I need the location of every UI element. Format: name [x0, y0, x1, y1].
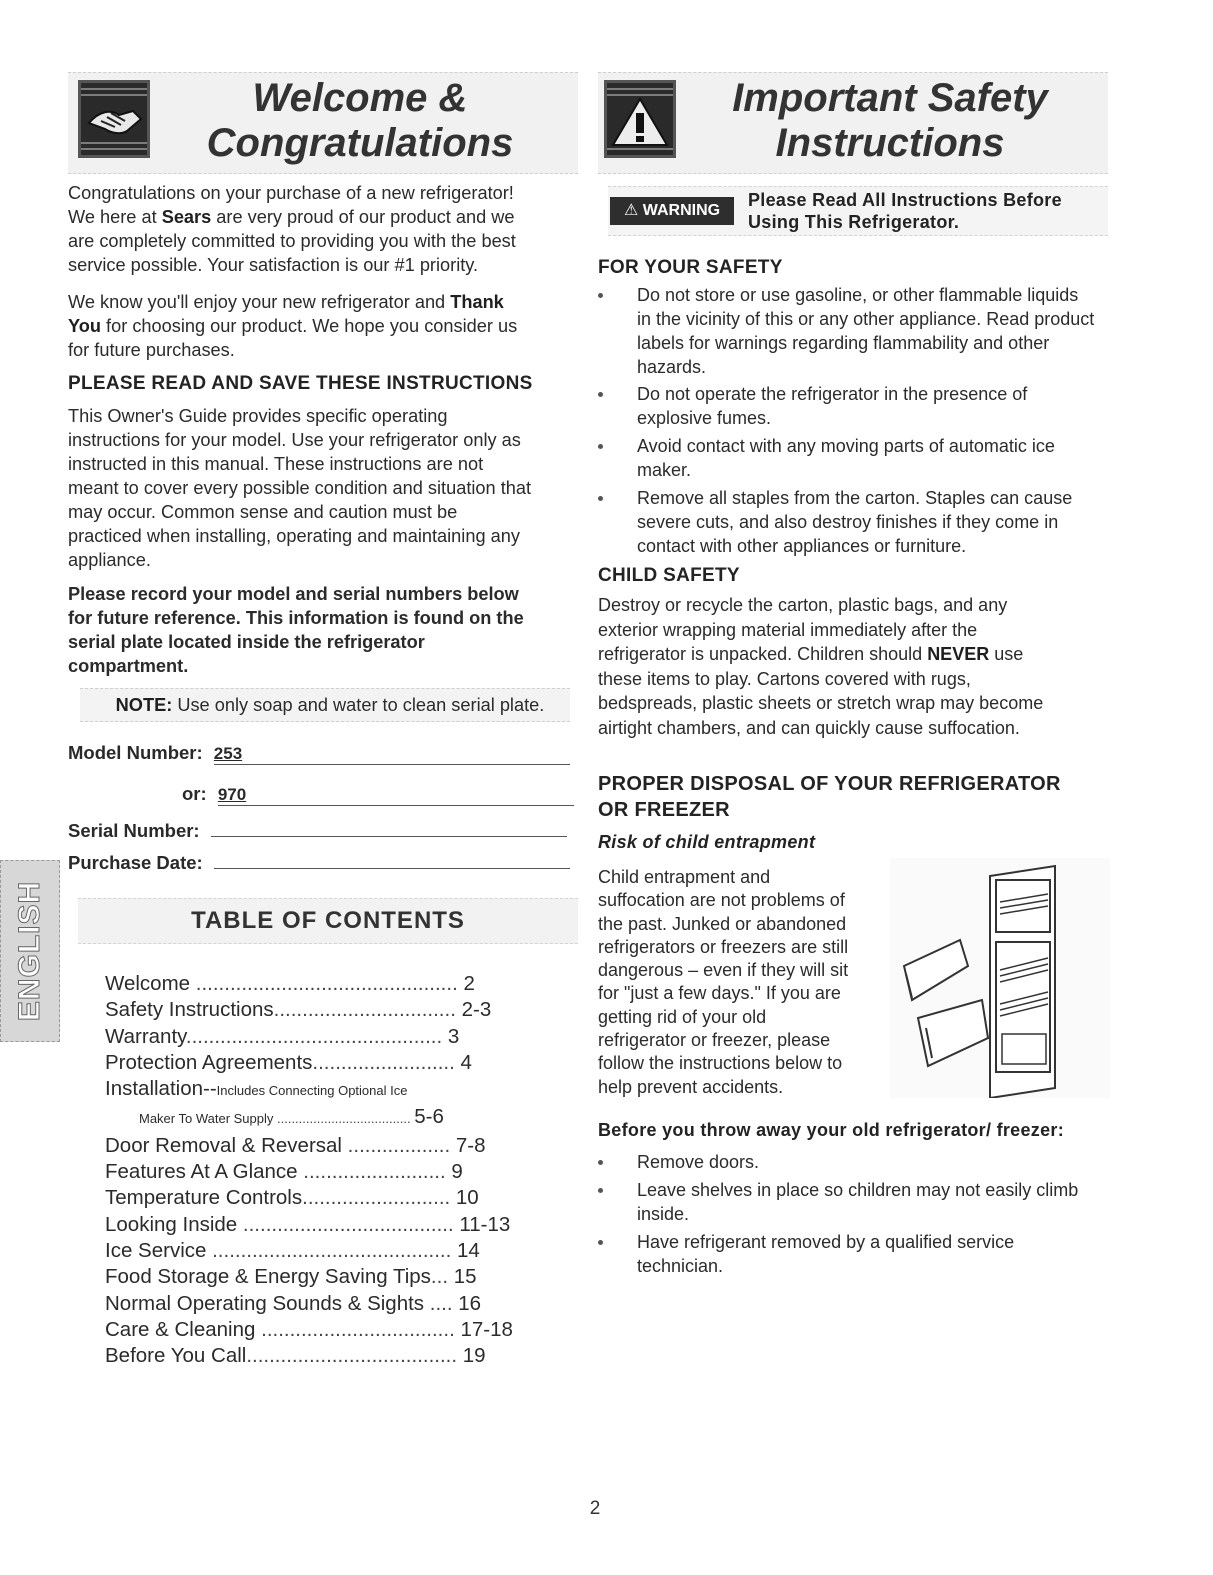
- toc-leader-dots: ................................: [273, 998, 462, 1022]
- model-number-alt-row: [182, 783, 582, 806]
- toc-leader-dots: .........................: [312, 1050, 461, 1074]
- toc-leader-dots: .....................................: [273, 1111, 415, 1127]
- toc-item-label: Before You Call: [105, 1344, 247, 1368]
- serial-plate-note: [90, 693, 570, 717]
- text-line: Do not operate the refrigerator in the presence of: [637, 384, 1028, 404]
- toc-leader-dots: ..............................................: [190, 972, 464, 995]
- child-safety-paragraph: [598, 593, 1113, 740]
- toc-row: [105, 997, 575, 1023]
- toc-row: [105, 1291, 575, 1317]
- refrigerator-doors-removed-illustration: [890, 858, 1110, 1098]
- toc-item-label: Welcome: [105, 972, 191, 995]
- page-number: 2: [589, 1498, 601, 1519]
- welcome-title-line1: Welcome &: [252, 76, 468, 120]
- text-bold: You: [68, 316, 101, 336]
- toc-leader-dots: ..........................: [302, 1186, 456, 1210]
- list-item: [592, 1230, 1112, 1278]
- model-number-label: Model Number:: [68, 742, 203, 763]
- model-number-row: [68, 742, 580, 765]
- text-span: for choosing our product. We hope you consider us: [101, 316, 518, 336]
- welcome-intro-paragraph: [68, 181, 578, 277]
- text-span: refrigerator is unpacked. Children should: [598, 644, 928, 664]
- warning-badge: [610, 197, 734, 225]
- text-line: Remove doors.: [637, 1152, 760, 1172]
- text-line: follow the instructions below to: [598, 1053, 843, 1074]
- toc-page-number: 7-8: [455, 1133, 486, 1157]
- welcome-title-line2: Congratulations: [206, 121, 514, 165]
- text-line: PROPER DISPOSAL OF YOUR REFRIGERATOR: [598, 773, 1061, 795]
- text-line: severe cuts, and also destroy finishes if they come in: [637, 512, 1059, 532]
- text-line: help prevent accidents.: [598, 1076, 784, 1097]
- text-line: airtight chambers, and can quickly cause suffocation.: [598, 717, 1020, 738]
- toc-leader-dots: .....................................: [237, 1212, 460, 1236]
- text-line: are completely committed to providing you with the best: [68, 231, 516, 251]
- text-line: technician.: [637, 1256, 724, 1276]
- toc-page-number: 11-13: [459, 1212, 511, 1236]
- text-line: Avoid contact with any moving parts of automatic ice: [637, 436, 1055, 456]
- text-line: Leave shelves in place so children may not easily climb: [637, 1180, 1079, 1200]
- list-item: [592, 486, 1112, 558]
- toc-row: [105, 1238, 575, 1264]
- text-span: We know you'll enjoy your new refrigerator and: [68, 292, 451, 312]
- text-line: [68, 314, 578, 338]
- safety-title-line2: Instructions: [775, 121, 1005, 165]
- warning-triangle-icon: [604, 80, 676, 158]
- toc-row: [105, 1212, 575, 1238]
- toc-item-sublabel: Includes Connecting Optional Ice: [216, 1083, 408, 1099]
- list-item: [592, 283, 1112, 379]
- record-numbers-note: [68, 582, 588, 678]
- toc-page-number: 3: [447, 1024, 460, 1048]
- text-line: compartment.: [68, 656, 189, 676]
- toc-item-label: Care & Cleaning: [105, 1317, 256, 1341]
- toc-leader-dots: ....: [424, 1291, 459, 1315]
- toc-row: [105, 1159, 575, 1185]
- toc-row: [105, 1133, 575, 1159]
- warning-badge-label: WARNING: [642, 202, 721, 219]
- text-span: We here at: [68, 207, 162, 227]
- toc-row: [105, 1185, 575, 1211]
- text-line: labels for warnings regarding flammability and other: [637, 333, 1050, 353]
- text-line: maker.: [637, 460, 692, 480]
- text-span: use: [989, 644, 1024, 664]
- purchase-date-label: Purchase Date:: [68, 852, 203, 873]
- model-number-alt-value: 970: [217, 785, 247, 804]
- toc-page-number: 10: [455, 1186, 479, 1210]
- text-line: meant to cover every possible condition and situation that: [68, 478, 532, 498]
- text-line: [68, 290, 578, 314]
- text-line: Have refrigerant removed by a qualified service: [637, 1232, 1015, 1252]
- welcome-title: [160, 76, 560, 166]
- toc-page-number: 15: [453, 1265, 477, 1289]
- text-line: in the vicinity of this or any other appliance. Read product: [637, 309, 1095, 329]
- toc-row: [105, 1317, 575, 1343]
- toc-row: [105, 1050, 575, 1076]
- toc-row: [105, 1264, 575, 1290]
- toc-page-number: 16: [458, 1291, 482, 1315]
- serial-number-field[interactable]: [211, 818, 567, 837]
- for-your-safety-heading: FOR YOUR SAFETY: [598, 257, 783, 278]
- toc-item-label: Looking Inside: [105, 1212, 238, 1236]
- text-line: these items to play. Cartons covered with rugs,: [598, 668, 971, 689]
- toc-page-number: 2: [463, 972, 475, 995]
- throw-away-list: [592, 1150, 1112, 1278]
- text-line: inside.: [637, 1204, 690, 1224]
- toc-item-label: Temperature Controls: [105, 1186, 303, 1210]
- toc-page-number: 14: [457, 1238, 480, 1262]
- text-line: service possible. Your satisfaction is our #1 priority.: [68, 255, 479, 275]
- toc-item-label: Safety Instructions: [105, 998, 274, 1022]
- text-line: getting rid of your old: [598, 1006, 767, 1027]
- risk-subheading: Risk of child entrapment: [598, 832, 816, 852]
- toc-row: [105, 971, 575, 997]
- text-line: the past. Junked or abandoned: [598, 913, 847, 934]
- text-line: Remove all staples from the carton. Staples can cause: [637, 488, 1073, 508]
- text-line: exterior wrapping material immediately after the: [598, 619, 978, 640]
- text-line: explosive fumes.: [637, 408, 772, 428]
- text-line: suffocation are not problems of: [598, 890, 845, 911]
- toc-row: [105, 1024, 575, 1050]
- serial-number-row: [68, 818, 580, 842]
- text-line: OR FREEZER: [598, 799, 730, 821]
- toc-leader-dots: .........................: [297, 1160, 452, 1184]
- toc-page-number: 5-6: [414, 1105, 444, 1129]
- or-label: or:: [182, 783, 207, 804]
- save-instructions-heading: PLEASE READ AND SAVE THESE INSTRUCTIONS: [68, 373, 533, 394]
- model-number-field[interactable]: [214, 744, 570, 765]
- sears-brand-name: Sears: [161, 207, 212, 227]
- purchase-date-row: [68, 850, 580, 874]
- throw-away-heading: Before you throw away your old refrigerator/ freezer:: [598, 1120, 1065, 1140]
- text-line: for "just a few days." If you are: [598, 983, 841, 1004]
- list-item: [592, 434, 1112, 482]
- toc-item-label: Ice Service: [105, 1238, 207, 1262]
- list-item: [592, 1178, 1112, 1226]
- toc-heading: TABLE OF CONTENTS: [191, 907, 465, 934]
- disposal-heading: [598, 771, 1113, 823]
- text-bold: NEVER: [927, 644, 990, 664]
- toc-leader-dots: ..................................: [255, 1317, 461, 1341]
- toc-page-number: 4: [460, 1050, 472, 1074]
- text-line: [68, 205, 578, 229]
- note-text: Use only soap and water to clean serial plate.: [172, 695, 545, 715]
- toc-row-installation: [105, 1076, 575, 1104]
- text-line: Destroy or recycle the carton, plastic bags, and any: [598, 595, 1008, 615]
- text-line: for future purchases.: [68, 340, 235, 360]
- text-span: are very proud of our product and we: [211, 207, 515, 227]
- welcome-thanks-paragraph: [68, 290, 578, 362]
- language-side-tab: [0, 860, 60, 1042]
- text-bold: Thank: [450, 292, 504, 312]
- toc-leader-dots: ..........................................: [206, 1238, 458, 1262]
- purchase-date-field[interactable]: [214, 850, 570, 869]
- list-item: [592, 1150, 1112, 1174]
- toc-item-label: Features At A Glance: [105, 1160, 298, 1184]
- warning-small-triangle-icon: ⚠: [623, 202, 639, 219]
- owners-guide-paragraph: [68, 404, 588, 572]
- child-safety-heading: CHILD SAFETY: [598, 565, 740, 586]
- text-line: Using This Refrigerator.: [748, 212, 960, 232]
- text-line: may occur. Common sense and caution must be: [68, 502, 458, 522]
- text-line: Child entrapment and: [598, 867, 771, 887]
- text-line: for future reference. This information is found on the: [68, 608, 524, 628]
- safety-title: [690, 76, 1090, 166]
- text-line: Please Read All Instructions Before: [748, 190, 1062, 210]
- text-line: instructions for your model. Use your refrigerator only as: [68, 430, 521, 450]
- toc-row: [105, 1343, 575, 1369]
- text-line: dangerous – even if they will sit: [598, 960, 849, 981]
- toc-item-label: Door Removal & Reversal: [105, 1133, 342, 1157]
- toc-item-label: Food Storage & Energy Saving Tips: [105, 1265, 431, 1289]
- toc-item-sublabel: Maker To Water Supply: [139, 1111, 274, 1127]
- text-line: instructed in this manual. These instructions are not: [68, 454, 484, 474]
- toc-item-label: Protection Agreements: [105, 1050, 313, 1074]
- handshake-icon: [78, 80, 150, 158]
- toc-page-number: 17-18: [460, 1317, 513, 1341]
- text-line: serial plate located inside the refrigerator: [68, 632, 425, 652]
- toc-leader-dots: .............................................: [185, 1024, 448, 1048]
- entrapment-paragraph: [598, 866, 898, 1099]
- text-line: Please record your model and serial numbers below: [68, 584, 519, 604]
- toc-item-label: Installation--: [105, 1077, 217, 1101]
- text-line: [598, 642, 1113, 667]
- text-line: This Owner's Guide provides specific operating: [68, 406, 448, 426]
- toc-row-installation-cont: [105, 1104, 575, 1132]
- note-label: NOTE:: [115, 695, 173, 715]
- toc-item-label: Normal Operating Sounds & Sights: [105, 1291, 425, 1315]
- text-line: Do not store or use gasoline, or other flammable liquids: [637, 285, 1079, 305]
- warning-banner-text: [748, 189, 1098, 233]
- toc-page-number: 2-3: [461, 998, 492, 1022]
- model-number-value: 253: [213, 744, 243, 763]
- serial-number-label: Serial Number:: [68, 820, 200, 841]
- toc-item-label: Warranty: [105, 1024, 186, 1048]
- for-your-safety-list: [592, 283, 1112, 558]
- text-line: refrigerator or freezer, please: [598, 1030, 831, 1051]
- table-of-contents: [105, 971, 575, 1369]
- toc-page-number: 9: [451, 1160, 463, 1184]
- toc-page-number: 19: [462, 1344, 486, 1368]
- toc-leader-dots: ..................: [341, 1133, 456, 1157]
- language-side-tab-label: ENGLISH: [13, 880, 46, 1022]
- text-line: contact with other appliances or furniture.: [637, 536, 967, 556]
- safety-title-line1: Important Safety: [732, 76, 1048, 120]
- text-line: refrigerators or freezers are still: [598, 936, 849, 957]
- text-line: bedspreads, plastic sheets or stretch wrap may become: [598, 693, 1044, 713]
- text-line: appliance.: [68, 550, 151, 570]
- text-line: Congratulations on your purchase of a new refrigerator!: [68, 183, 514, 203]
- text-line: practiced when installing, operating and maintaining any: [68, 526, 520, 546]
- list-item: [592, 382, 1112, 430]
- model-number-alt-field[interactable]: [218, 785, 574, 806]
- text-line: hazards.: [637, 357, 707, 377]
- toc-leader-dots: ...: [430, 1265, 454, 1289]
- toc-leader-dots: .....................................: [246, 1344, 463, 1368]
